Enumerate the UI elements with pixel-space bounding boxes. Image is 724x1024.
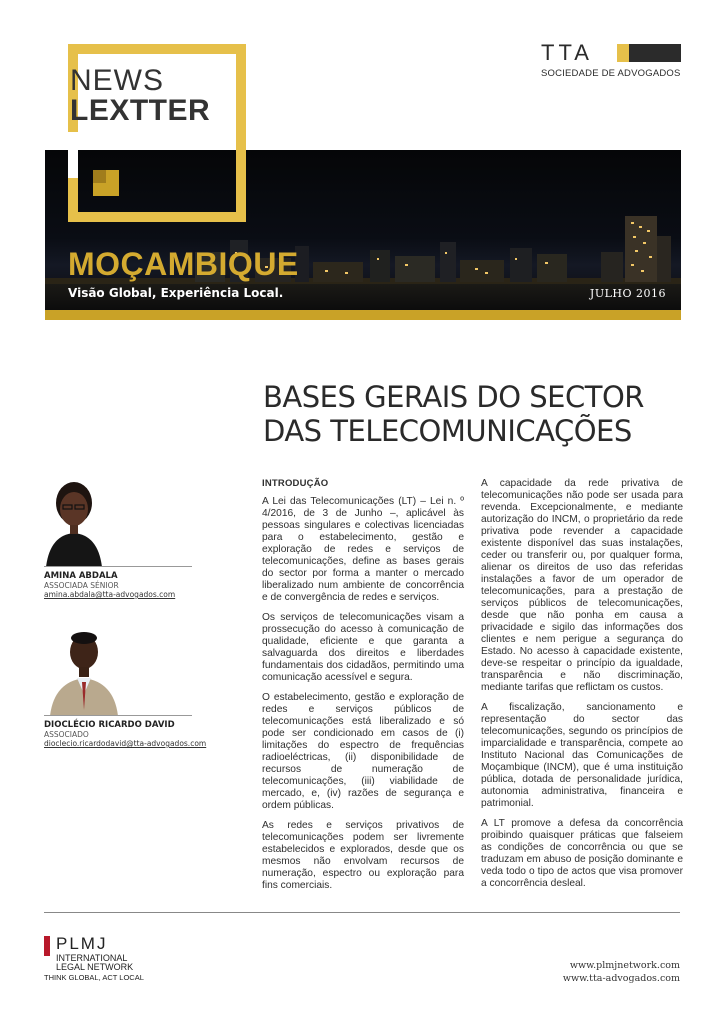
author-name: DIOCLÉCIO RICARDO DAVID (44, 720, 175, 730)
plmj-red-mark (44, 936, 50, 956)
article-paragraph: O estabelecimento, gestão e exploração de redes e serviços públicos de telecomunicações está liberalizado e só pode ser condicionado em casos de (i) limitações do espectro de frequências radioeléctricas, (ii) disponibilidade de recursos de numeração de telecomunicações, (iii) viabilidade de mercado, e, (iv) razões de segurança e ordem públicas. (262, 692, 464, 811)
gold-frame-gap (68, 132, 78, 178)
country-title: MOÇAMBIQUE (68, 246, 299, 282)
author-email-link[interactable]: dioclecio.ricardodavid@tta-advogados.com (44, 739, 207, 748)
article-headline-line1: BASES GERAIS DO SECTOR (263, 380, 644, 414)
tta-logo-name: TTA (541, 40, 593, 65)
author-portrait-icon (44, 475, 192, 567)
newsletter-title-line1: NEWS (70, 64, 164, 97)
article-headline (263, 380, 683, 448)
gold-square-inner (93, 170, 106, 183)
plmj-logo-line3: LEGAL NETWORK (56, 962, 134, 972)
article-paragraph: Os serviços de telecomunicações visam a prossecução do acesso à comunicação de qualidade, eficiente e que garanta a salvaguarda dos direitos e liberdades fundamentais dos cidadãos, permitindo uma comunicação acessível e segura. (262, 612, 464, 683)
author-role: ASSOCIADA SÉNIOR (44, 581, 119, 590)
newsletter-title (70, 66, 210, 126)
tagline: Visão Global, Experiência Local. (68, 286, 284, 300)
article-paragraph: A Lei das Telecomunicações (LT) – Lei n. º 4/2016, de 3 de Junho –, aplicável às pessoas singulares e colectivas licenciadas para o estabelecimento, gestão e exploração de redes e serviços de telecomunicações, define as bases gerais do sector por forma a manter o mercado liberalizado num ambiente de concorrência e de convergência de redes e serviços. (262, 496, 464, 603)
tta-logo (541, 40, 681, 79)
plmj-logo-name: PLMJ (56, 934, 108, 953)
author-photo (44, 624, 192, 716)
plmj-logo-line2: INTERNATIONAL (56, 953, 128, 963)
issue-date: JULHO 2016 (589, 287, 666, 300)
tta-logo-subtitle: SOCIEDADE DE ADVOGADOS (541, 68, 681, 79)
plmj-motto: THINK GLOBAL, ACT LOCAL (44, 973, 144, 982)
tta-logo-gold-bar (617, 44, 629, 62)
intro-heading: INTRODUÇÃO (262, 478, 329, 489)
author-name: AMINA ABDALA (44, 571, 118, 581)
article-paragraph: A LT promove a defesa da concorrência proibindo quaisquer práticas que falseiem as condições de concorrência ou que se traduzam em abuso de posição dominante e veda todo o tipo de actos que visa promover a concorrência desleal. (481, 818, 683, 889)
tta-logo-dark-bar (629, 44, 681, 62)
author-card (44, 624, 207, 748)
author-card (44, 475, 192, 599)
footer-divider (44, 912, 680, 913)
article-paragraph: A fiscalização, sancionamento e representação do sector das telecomunicações, segundo os princípios de imparcialidade e transparência, compete ao Instituto Nacional das Comunicações de Moçambique (INCM), que é uma instituição pública, dotada de personalidade jurídica, autonomia administrativa, financeira e patrimonial. (481, 702, 683, 809)
author-email-link[interactable]: amina.abdala@tta-advogados.com (44, 590, 176, 599)
newsletter-title-line2: LEXTTER (70, 94, 211, 127)
author-photo (44, 475, 192, 567)
author-role: ASSOCIADO (44, 730, 89, 739)
website-link-tta[interactable]: www.tta-advogados.com (562, 973, 680, 984)
article-column-right (481, 478, 683, 898)
article-column-left (262, 478, 464, 900)
gold-strip (45, 310, 681, 320)
article-paragraph: As redes e serviços privativos de telecomunicações podem ser livremente estabelecidos e explorados, desde que os mesmos não envolvam recursos de numeração, espectro ou exploração para fins comerciais. (262, 820, 464, 891)
author-portrait-icon (44, 624, 192, 716)
footer-websites (563, 959, 680, 985)
website-link-plmj[interactable]: www.plmjnetwork.com (569, 960, 680, 971)
article-paragraph: A capacidade da rede privativa de telecomunicações não pode ser usada para revenda. Excepcionalmente, e mediante autorização do INCM, o proprietário da rede privativa pode revender a capacidade existente disponível das suas instalações, ceder ou transferir ou, por qualquer forma, alienar os direitos de uso das referidas instalações a favor de um operador de telecomunicações, para a prestação de serviços públicos de telecomunicações, desde que não ponha em causa a privacidade e sigilo das informações dos clientes e nem perigue a segurança do Estado. No acesso à capacidade existente, deve-se respeitar o princípio da igualdade, transparência e não discriminação, mediante tarifas que reflictam os custos. (481, 478, 683, 693)
article-headline-line2: DAS TELECOMUNICAÇÕES (263, 414, 632, 448)
